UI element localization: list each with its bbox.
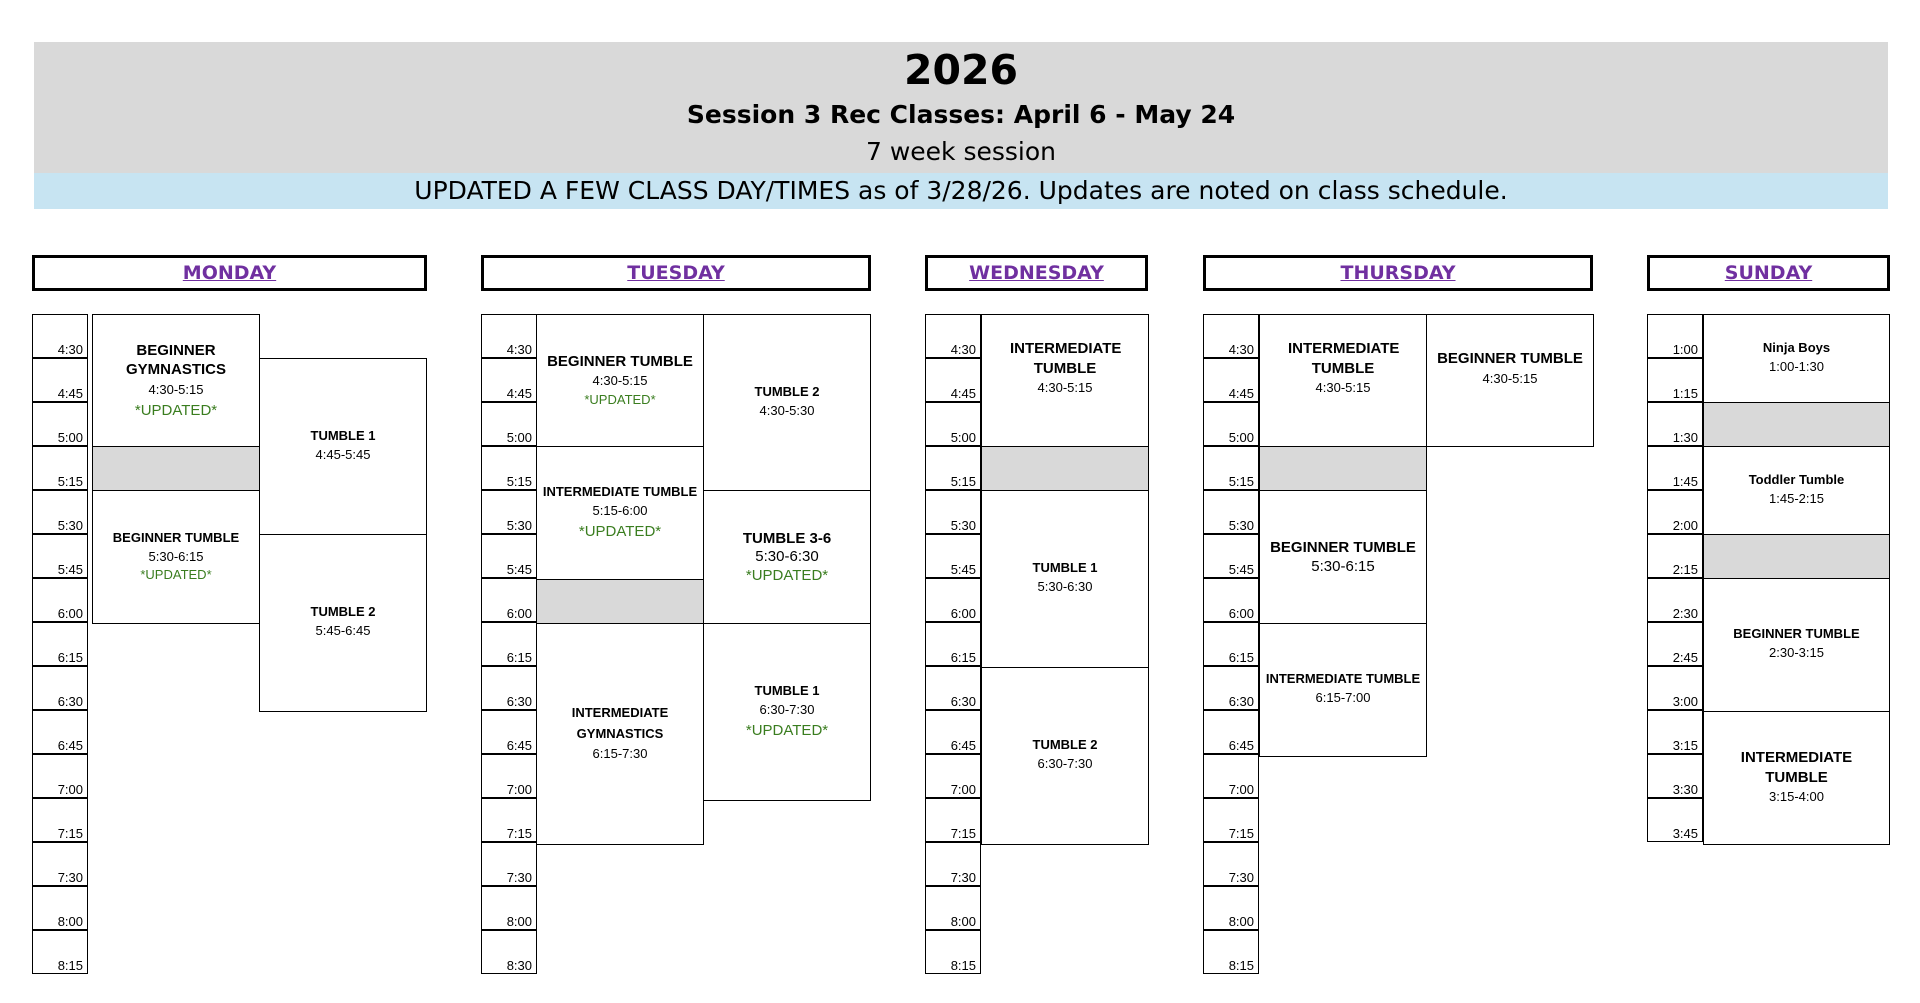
class-name: BEGINNER TUMBLE [1437, 350, 1583, 367]
time-slot-label: 6:30 [1203, 666, 1259, 710]
class-name: BEGINNER GYMNASTICS [125, 341, 226, 379]
time-slot-label: 7:00 [32, 754, 88, 798]
time-slot-label: 5:30 [925, 490, 981, 534]
time-slot-label: 5:30 [32, 490, 88, 534]
time-slot-label: 7:30 [32, 842, 88, 886]
class-name: TUMBLE 2 [310, 604, 376, 620]
time-slot-label: 4:30 [1203, 314, 1259, 358]
time-slot-label: 8:00 [1203, 886, 1259, 930]
time-slot-label: 7:00 [925, 754, 981, 798]
break-block [1703, 534, 1890, 579]
class-time: 5:30-6:30 [1037, 579, 1093, 595]
updated-note: *UPDATED* [578, 523, 662, 541]
time-slot-label: 5:15 [1203, 446, 1259, 490]
time-slot-label: 5:30 [1203, 490, 1259, 534]
time-slot-label: 1:30 [1647, 402, 1703, 446]
class-name: TUMBLE 1 [1032, 560, 1098, 576]
time-slot-label: 6:45 [1203, 710, 1259, 754]
time-slot-label: 6:00 [32, 578, 88, 622]
class-name: BEGINNER TUMBLE [1733, 626, 1860, 642]
day-header-sunday: SUNDAY [1647, 255, 1890, 291]
time-slot-label: 7:15 [925, 798, 981, 842]
class-time: 5:15-6:00 [592, 503, 648, 519]
class-time: 6:15-7:00 [1315, 690, 1371, 706]
class-sunday-ninja-boys [1703, 314, 1890, 403]
class-name: BEGINNER TUMBLE [112, 529, 240, 545]
class-time: 2:30-3:15 [1769, 645, 1824, 661]
class-monday-tumble-1 [259, 358, 427, 535]
class-time: 4:30-5:30 [759, 402, 815, 418]
time-slot-label: 4:45 [925, 358, 981, 402]
time-slot-label: 7:30 [481, 842, 537, 886]
time-slot-label: 8:00 [925, 886, 981, 930]
update-notice: UPDATED A FEW CLASS DAY/TIMES as of 3/28/26. Updates are noted on class schedule. [34, 173, 1888, 209]
time-slot-label: 7:00 [481, 754, 537, 798]
class-name: TUMBLE 2 [754, 383, 820, 399]
updated-note: *UPDATED* [745, 722, 829, 740]
class-name: BEGINNER TUMBLE [1270, 539, 1416, 557]
time-slot-label: 5:45 [1203, 534, 1259, 578]
class-name: INTERMEDIATE TUMBLE [1010, 340, 1122, 377]
class-thursday-beginner-tumble-early [1426, 314, 1594, 447]
updated-note: *UPDATED* [140, 567, 212, 583]
class-sunday-toddler-tumble [1703, 446, 1890, 535]
time-slot-label: 1:15 [1647, 358, 1703, 402]
time-slot-label: 3:00 [1647, 666, 1703, 710]
class-time: 4:30-5:15 [1037, 380, 1093, 395]
time-slot-label: 3:30 [1647, 754, 1703, 798]
break-block [981, 446, 1149, 491]
time-slot-label: 6:00 [1203, 578, 1259, 622]
time-slot-label: 1:00 [1647, 314, 1703, 358]
day-header-monday: MONDAY [32, 255, 427, 291]
time-slot-label: 6:00 [925, 578, 981, 622]
updated-note: *UPDATED* [584, 392, 656, 408]
class-name: Ninja Boys [1762, 339, 1831, 355]
class-wednesday-tumble-1 [981, 490, 1149, 668]
class-time: 6:30-7:30 [759, 702, 815, 718]
time-slot-label: 6:45 [481, 710, 537, 754]
time-slot-label: 6:15 [32, 622, 88, 666]
day-header-thursday: THURSDAY [1203, 255, 1593, 291]
break-block [92, 446, 260, 491]
schedule-year: 2026 [903, 46, 1019, 94]
class-tuesday-intermediate-gymnastics [536, 623, 704, 845]
day-header-tuesday: TUESDAY [481, 255, 871, 291]
class-time: 4:30-5:15 [592, 373, 648, 389]
time-slot-label: 6:45 [925, 710, 981, 754]
break-block [1259, 446, 1427, 491]
time-slot-label: 8:15 [925, 930, 981, 974]
time-slot-label: 5:15 [925, 446, 981, 490]
time-slot-label: 6:15 [1203, 622, 1259, 666]
time-slot-label: 5:15 [32, 446, 88, 490]
class-time: 4:30-5:15 [148, 381, 204, 397]
class-monday-beginner-tumble [92, 490, 260, 624]
class-tuesday-tumble-2 [703, 314, 871, 491]
class-tuesday-beginner-tumble [536, 314, 704, 447]
day-header-wednesday: WEDNESDAY [925, 255, 1148, 291]
class-name: TUMBLE 3-6 [742, 529, 832, 547]
class-name: INTERMEDIATE TUMBLE [542, 484, 698, 500]
class-monday-beginner-gymnastics [92, 314, 260, 447]
time-slot-label: 4:45 [32, 358, 88, 402]
class-tuesday-tumble-1 [703, 623, 871, 801]
time-slot-label: 8:00 [32, 886, 88, 930]
time-slot-label: 5:00 [32, 402, 88, 446]
time-slot-label: 6:00 [481, 578, 537, 622]
time-slot-label: 8:15 [32, 930, 88, 974]
class-time: 4:30-5:15 [1482, 370, 1538, 386]
time-slot-label: 6:45 [32, 710, 88, 754]
class-tuesday-intermediate-tumble [536, 446, 704, 580]
break-block [536, 579, 704, 624]
class-time: 5:30-6:30 [755, 548, 819, 565]
class-monday-tumble-2 [259, 534, 427, 712]
class-time: 4:30-5:15 [1315, 380, 1371, 395]
class-name: BEGINNER TUMBLE [547, 352, 693, 370]
session-length: 7 week session [865, 137, 1057, 166]
time-slot-label: 2:45 [1647, 622, 1703, 666]
time-slot-label: 1:45 [1647, 446, 1703, 490]
class-wednesday-intermediate-tumble [981, 314, 1149, 447]
time-slot-label: 5:15 [481, 446, 537, 490]
time-slot-label: 4:45 [1203, 358, 1259, 402]
class-time: 5:45-6:45 [315, 623, 371, 639]
time-slot-label: 4:45 [481, 358, 537, 402]
class-name: Toddler Tumble [1748, 471, 1845, 487]
time-slot-label: 6:15 [481, 622, 537, 666]
time-slot-label: 7:15 [481, 798, 537, 842]
time-slot-label: 7:00 [1203, 754, 1259, 798]
class-time: 4:45-5:45 [315, 446, 371, 462]
class-name: TUMBLE 1 [310, 427, 376, 443]
class-time: 5:30-6:15 [1311, 557, 1375, 575]
time-slot-label: 5:45 [32, 534, 88, 578]
time-slot-label: 4:30 [481, 314, 537, 358]
time-slot-label: 2:00 [1647, 490, 1703, 534]
time-slot-label: 5:45 [925, 534, 981, 578]
class-time: 3:15-4:00 [1769, 789, 1824, 805]
class-time: 6:15-7:30 [592, 746, 648, 762]
time-slot-label: 5:00 [481, 402, 537, 446]
session-title: Session 3 Rec Classes: April 6 - May 24 [686, 100, 1236, 129]
class-time: 5:30-6:15 [148, 548, 204, 564]
time-slot-label: 5:30 [481, 490, 537, 534]
class-name: TUMBLE 2 [1032, 737, 1098, 753]
class-thursday-beginner-tumble [1259, 490, 1427, 624]
class-time: 1:45-2:15 [1769, 490, 1824, 506]
class-name: INTERMEDIATE GYMNASTICS [571, 704, 669, 741]
class-wednesday-tumble-2 [981, 667, 1149, 845]
time-slot-label: 3:15 [1647, 710, 1703, 754]
class-thursday-intermediate-tumble [1259, 314, 1427, 447]
time-slot-label: 4:30 [32, 314, 88, 358]
time-slot-label: 5:45 [481, 534, 537, 578]
time-slot-label: 8:00 [481, 886, 537, 930]
time-slot-label: 6:15 [925, 622, 981, 666]
time-slot-label: 4:30 [925, 314, 981, 358]
time-slot-label: 7:30 [925, 842, 981, 886]
time-slot-label: 5:00 [925, 402, 981, 446]
time-slot-label: 2:15 [1647, 534, 1703, 578]
updated-note: *UPDATED* [745, 567, 829, 584]
schedule-header [34, 42, 1888, 209]
class-time: 1:00-1:30 [1769, 358, 1824, 374]
updated-note: *UPDATED* [134, 401, 218, 419]
time-slot-label: 7:15 [1203, 798, 1259, 842]
time-slot-label: 7:30 [1203, 842, 1259, 886]
class-name: INTERMEDIATE TUMBLE [1265, 671, 1421, 687]
class-time: 6:30-7:30 [1037, 756, 1093, 772]
time-slot-label: 8:15 [1203, 930, 1259, 974]
time-slot-label: 8:30 [481, 930, 537, 974]
time-slot-label: 6:30 [481, 666, 537, 710]
time-slot-label: 5:00 [1203, 402, 1259, 446]
class-name: INTERMEDIATE TUMBLE [1740, 749, 1853, 786]
time-slot-label: 2:30 [1647, 578, 1703, 622]
time-slot-label: 6:30 [32, 666, 88, 710]
time-slot-label: 7:15 [32, 798, 88, 842]
class-name: INTERMEDIATE TUMBLE [1288, 340, 1400, 377]
time-slot-label: 3:45 [1647, 798, 1703, 842]
break-block [1703, 402, 1890, 447]
class-name: TUMBLE 1 [754, 683, 820, 699]
class-sunday-intermediate-tumble [1703, 711, 1890, 845]
class-tuesday-tumble-3-6 [703, 490, 871, 624]
class-sunday-beginner-tumble [1703, 578, 1890, 712]
class-thursday-intermediate-tumble-late [1259, 623, 1427, 757]
time-slot-label: 6:30 [925, 666, 981, 710]
